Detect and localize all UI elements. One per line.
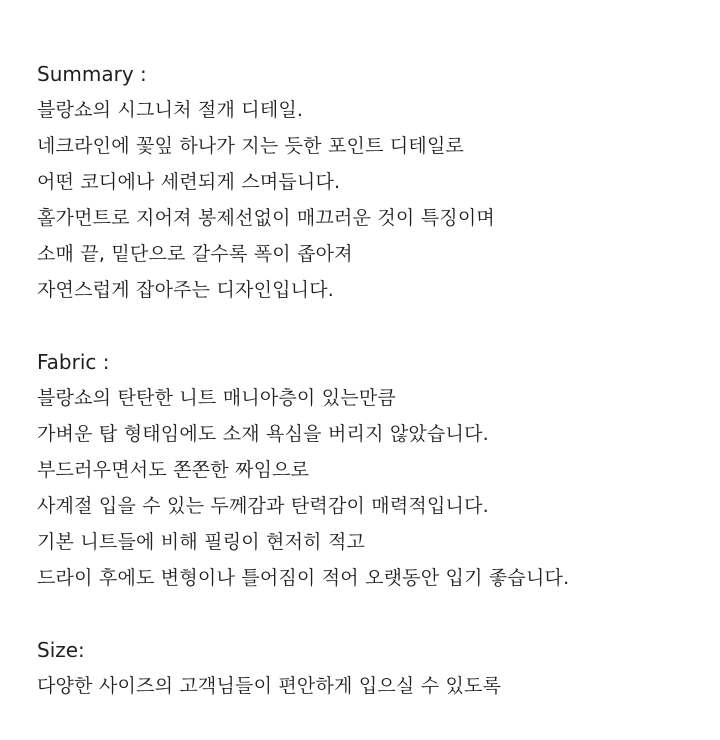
summary-line: 네크라인에 꽃잎 하나가 지는 듯한 포인트 디테일로 bbox=[37, 135, 465, 157]
summary-line: 자연스럽게 잡아주는 디자인입니다. bbox=[37, 279, 335, 301]
summary-section bbox=[37, 56, 697, 308]
fabric-line: 가벼운 탑 형태임에도 소재 욕심을 버리지 않았습니다. bbox=[37, 423, 489, 445]
summary-line: 소매 끝, 밑단으로 갈수록 폭이 좁아져 bbox=[37, 243, 353, 265]
fabric-line: 기본 니트들에 비해 필링이 현저히 적고 bbox=[37, 531, 366, 553]
fabric-section bbox=[37, 344, 697, 596]
fabric-line: 드라이 후에도 변형이나 틀어짐이 적어 오랫동안 입기 좋습니다. bbox=[37, 567, 570, 589]
fabric-heading: Fabric : bbox=[37, 350, 110, 374]
summary-line: 블랑쇼의 시그니처 절개 디테일. bbox=[37, 99, 304, 121]
fabric-line: 부드러우면서도 쫀쫀한 짜임으로 bbox=[37, 459, 310, 481]
size-heading: Size: bbox=[37, 638, 85, 662]
summary-line: 어떤 코디에나 세련되게 스며듭니다. bbox=[37, 171, 341, 193]
size-section bbox=[37, 632, 697, 704]
summary-heading: Summary : bbox=[37, 62, 147, 86]
product-description bbox=[37, 56, 697, 740]
fabric-line: 사계절 입을 수 있는 두께감과 탄력감이 매력적입니다. bbox=[37, 495, 489, 517]
fabric-line: 블랑쇼의 탄탄한 니트 매니아층이 있는만큼 bbox=[37, 387, 396, 409]
summary-line: 홀가먼트로 지어져 봉제선없이 매끄러운 것이 특징이며 bbox=[37, 207, 495, 229]
size-line: 다양한 사이즈의 고객님들이 편안하게 입으실 수 있도록 bbox=[37, 675, 502, 697]
